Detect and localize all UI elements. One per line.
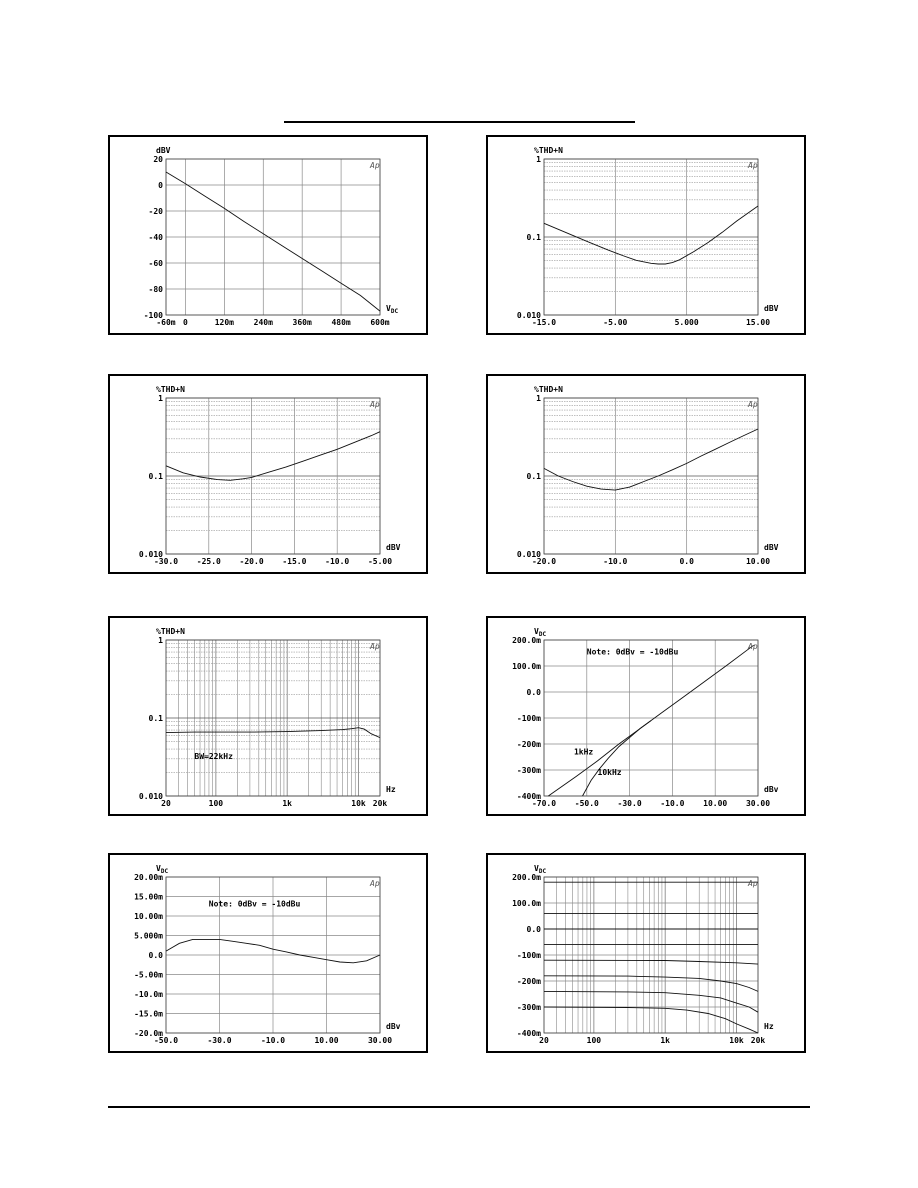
y-tick-label: -300m [516,1003,541,1012]
x-tick-label: 5.000 [674,318,699,327]
x-tick-label: 30.00 [367,1036,393,1045]
y-tick-label: 0 [158,181,163,190]
y-tick-label: -400m [516,1029,541,1038]
x-tick-label: 360m [292,318,312,327]
x-tick-label: -30.0 [617,799,642,808]
y-tick-label: -200m [516,740,541,749]
y-tick-label: 1 [536,394,541,403]
grid [166,640,380,796]
chart-panel-7 [108,853,428,1053]
x-tick-label: 20 [539,1036,549,1045]
annotation-label: BW=22kHz [194,751,233,761]
x-tick-label: 100 [586,1036,602,1045]
x-tick-label: -20.0 [239,557,264,566]
series-line-7 [544,991,758,1012]
chart-svg [488,376,808,576]
grid [166,159,380,315]
y-axis-label-sub: DC [538,868,547,875]
y-tick-label: 5.000m [134,931,163,941]
x-tick-label: 600m [370,318,390,327]
y-tick-label: 100.0m [512,899,541,908]
ap-logo: Ap [748,879,758,888]
y-tick-label: 0.0 [148,951,163,960]
x-axis-label: dBv [764,785,779,794]
series-line-1 [166,172,380,311]
y-tick-label: -40 [148,233,163,242]
ap-logo: Ap [748,642,758,651]
y-axis-label-sub: DC [538,631,547,638]
x-tick-label: 20k [750,1036,766,1045]
y-axis-label: $V_{DC}$ [534,864,547,875]
x-axis-label: $V_{DC}$ [386,304,399,315]
chart-svg [110,376,430,576]
chart-panel-4 [486,374,806,574]
y-tick-label: 0.010 [138,550,163,559]
x-tick-label: -60m [156,318,176,327]
chart-panel-1 [108,135,428,335]
y-tick-label: 0.010 [138,792,163,801]
chart-svg [488,618,808,818]
chart-svg [488,137,808,337]
x-axis-label: dBv [386,1022,401,1031]
x-tick-label: 0.0 [679,557,694,566]
x-tick-label: 480m [331,318,351,327]
y-tick-label: -5.00m [134,970,163,980]
y-tick-label: 20.00m [134,873,163,882]
x-tick-label: 1k [282,799,293,808]
ap-logo: Ap [370,642,380,651]
x-tick-label: -30.0 [153,557,179,566]
x-axis-label: Hz [386,785,396,794]
y-axis-label: %THD+N [534,146,563,155]
header-rule [284,121,635,123]
y-tick-label: 20 [153,155,163,164]
series-line-1 [544,429,758,490]
y-tick-label: 0.010 [516,550,541,559]
y-tick-label: 0.1 [526,233,541,242]
ap-logo: Ap [370,400,380,409]
y-tick-label: 15.00m [134,892,163,902]
y-tick-label: 0.010 [516,311,541,320]
chart-panel-2 [486,135,806,335]
y-axis-label: %THD+N [156,385,185,394]
y-tick-label: 0.0 [526,925,541,934]
series-line-5 [544,960,758,964]
x-tick-label: 10k [351,799,366,808]
ap-logo: Ap [748,400,758,409]
chart-panel-6 [486,616,806,816]
y-tick-label: -400m [516,792,541,801]
x-tick-label: -15.0 [531,318,557,327]
x-axis-label: dBV [386,543,401,552]
x-axis-label: dBV [764,304,779,313]
chart-panel-8 [486,853,806,1053]
y-tick-label: -15.0m [134,1009,163,1019]
y-tick-label: 100.0m [512,662,541,671]
y-tick-label: 1 [158,394,163,403]
x-tick-label: -50.0 [153,1036,179,1045]
y-tick-label: 1 [158,636,163,645]
x-axis-label-sub: DC [390,308,399,315]
x-tick-label: -10.0 [603,557,628,566]
x-tick-label: 20 [161,799,171,808]
grid [544,398,758,554]
x-tick-label: 30.00 [745,799,771,808]
y-tick-label: 0.0 [526,688,541,697]
x-tick-label: -10.0 [260,1036,286,1045]
chart-panel-5 [108,616,428,816]
grid [544,877,758,1033]
x-tick-label: 100 [208,799,224,808]
x-tick-label: -15.0 [282,557,307,566]
x-tick-label: 0 [183,318,188,327]
series-line-1 [544,206,758,264]
y-tick-label: -100m [516,951,541,960]
y-tick-label: 0.1 [148,472,163,481]
y-tick-label: -20.0m [134,1029,163,1038]
x-tick-label: -25.0 [196,557,221,566]
x-tick-label: -70.0 [531,799,557,808]
x-tick-label: 10k [729,1036,744,1045]
grid [544,640,758,796]
series-line-8 [544,1007,758,1033]
x-tick-label: -20.0 [531,557,557,566]
x-tick-label: 15.00 [745,318,771,327]
y-axis-label: dBV [156,146,171,155]
x-tick-label: -5.00 [603,318,628,327]
x-axis-label: dBV [764,543,779,552]
x-tick-label: -5.00 [367,557,393,566]
y-tick-label: -200m [516,977,541,986]
y-tick-label: 0.1 [526,472,541,481]
x-tick-label: -10.0 [660,799,685,808]
x-tick-label: 240m [253,318,273,327]
x-axis-label: Hz [764,1022,774,1031]
y-tick-label: -80 [148,285,163,294]
y-tick-label: -20 [148,207,163,216]
x-tick-label: -10.0 [325,557,350,566]
y-tick-label: 0.1 [148,714,163,723]
x-tick-label: -30.0 [207,1036,232,1045]
ap-logo: Ap [370,879,380,888]
x-tick-label: 10.00 [703,799,728,808]
y-tick-label: -60 [148,259,163,268]
x-tick-label: -50.0 [574,799,599,808]
series-line-1 [166,728,380,738]
y-tick-label: -10.0m [134,990,163,999]
series-line-1 [166,432,380,481]
chart-panel-3 [108,374,428,574]
footer-rule [108,1106,810,1108]
y-axis-label: %THD+N [156,627,185,636]
x-tick-label: 20k [372,799,388,808]
series-line-2 [583,721,652,796]
annotation-label: 1kHz [573,747,594,757]
x-tick-label: 120m [214,318,234,327]
y-axis-label-sub: DC [160,868,169,875]
chart-svg [488,855,808,1055]
y-tick-label: 200.0m [512,873,541,882]
chart-svg [110,618,430,818]
y-tick-label: -300m [516,766,541,775]
y-tick-label: 10.00m [134,912,163,921]
y-axis-label: %THD+N [534,385,563,394]
y-tick-label: -100 [143,311,163,320]
y-tick-label: 200.0m [512,636,541,645]
y-axis-label: $V_{DC}$ [156,864,169,875]
y-tick-label: -100m [516,714,541,723]
series-line-6 [544,976,758,992]
annotation-label: Note: 0dBv = -10dBu [208,899,301,909]
series-line-1 [548,645,753,796]
x-tick-label: 10.00 [314,1036,339,1045]
y-tick-label: 1 [536,155,541,164]
annotation-label: Note: 0dBv = -10dBu [586,647,679,657]
chart-svg [110,137,430,337]
y-axis-label: $V_{DC}$ [534,627,547,638]
grid [166,398,380,554]
x-tick-label: 1k [660,1036,671,1045]
ap-logo: Ap [370,161,380,170]
ap-logo: Ap [748,161,758,170]
chart-svg [110,855,430,1055]
annotation-label: 10kHz [597,768,622,778]
x-tick-label: 10.00 [745,557,771,566]
